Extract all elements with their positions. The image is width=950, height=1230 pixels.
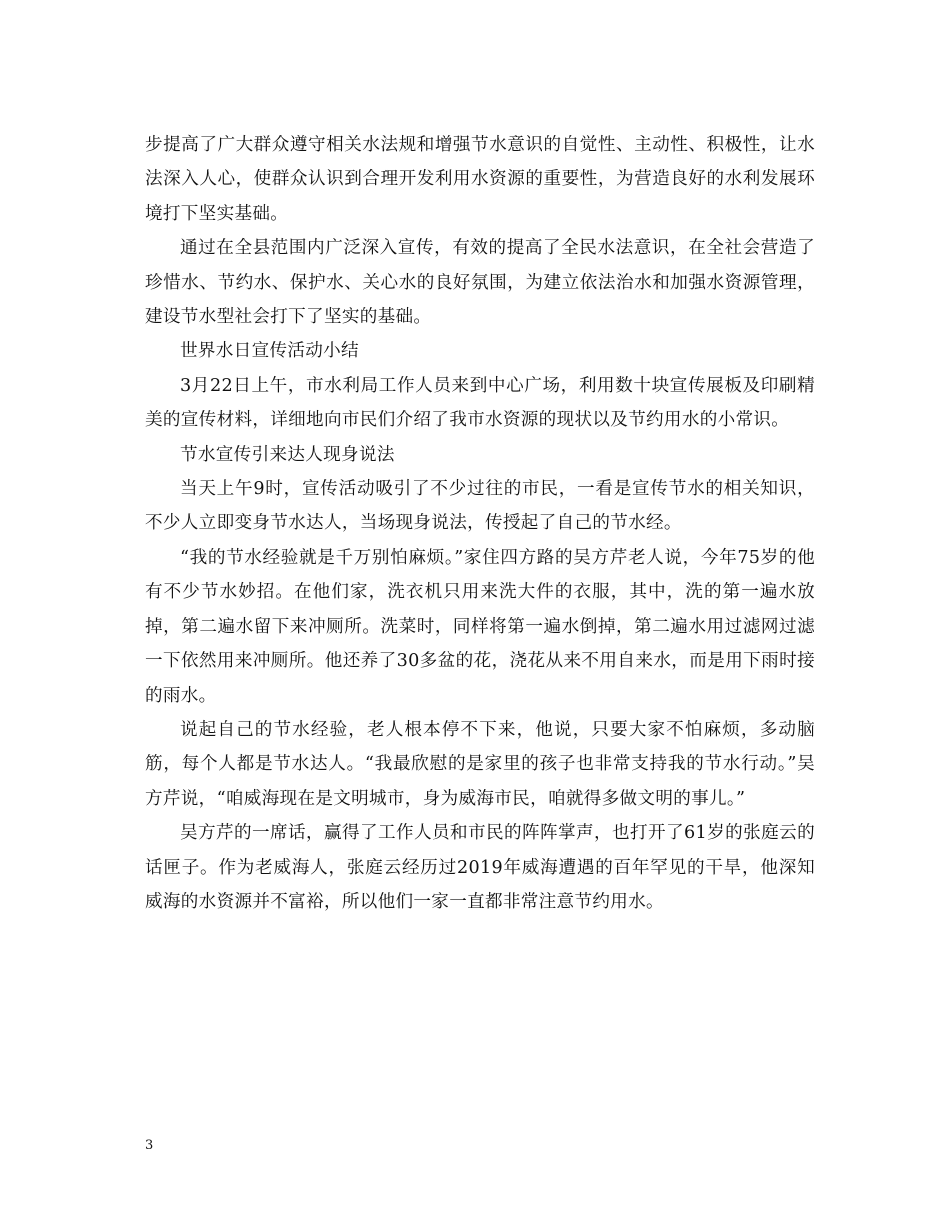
paragraph-2: 通过在全县范围内广泛深入宣传，有效的提高了全民水法意识，在全社会营造了珍惜水、节约水、保护水、关心水的良好氛围，为建立依法治水和加强水资源管理，建设节水型社会打下了坚实的基础。 xyxy=(145,238,815,328)
paragraph-3: 3月22日上午，市水利局工作人员来到中心广场，利用数十块宣传展板及印刷精美的宣传材料，详细地向市民们介绍了我市水资源的现状以及节约用水的小常识。 xyxy=(145,375,815,431)
paragraph-1: 步提高了广大群众遵守相关水法规和增强节水意识的自觉性、主动性、积极性，让水法深入人心，使群众认识到合理开发利用水资源的重要性，为营造良好的水利发展环境打下坚实基础。 xyxy=(145,135,815,224)
paragraph-5: “我的节水经验就是千万别怕麻烦。”家住四方路的吴方芹老人说，今年75岁的他有不少节水妙招。在他们家，洗衣机只用来洗大件的衣服，其中，洗的第一遍水放掉，第二遍水留下来冲厕所。洗菜时，同样将第一遍水倒掉，第二遍水用过滤网过滤一下依然用来冲厕所。他还养了30多盆的花，浇花从来不用自来水，而是用下雨时接的雨水。 xyxy=(145,547,815,706)
section-heading-world-water-day: 世界水日宣传活动小结 xyxy=(180,341,359,362)
page-number: 3 xyxy=(145,1138,154,1153)
section-heading-water-saving-experts: 节水宣传引来达人现身说法 xyxy=(180,444,395,465)
document-body xyxy=(145,128,815,919)
paragraph-6: 说起自己的节水经验，老人根本停不下来，他说，只要大家不怕麻烦，多动脑筋，每个人都是节水达人。“我最欣慰的是家里的孩子也非常支持我的节水行动。”吴方芹说，“咱威海现在是文明城市，身为威海市民，咱就得多做文明的事儿。” xyxy=(145,719,815,809)
paragraph-4: 当天上午9时，宣传活动吸引了不少过往的市民，一看是宣传节水的相关知识，不少人立即变身节水达人，当场现身说法，传授起了自己的节水经。 xyxy=(145,479,815,534)
paragraph-7: 吴方芹的一席话，赢得了工作人员和市民的阵阵掌声，也打开了61岁的张庭云的话匣子。作为老威海人，张庭云经历过2019年威海遭遇的百年罕见的干旱，他深知威海的水资源并不富裕，所以他们一家一直都非常注意节约用水。 xyxy=(145,823,815,912)
